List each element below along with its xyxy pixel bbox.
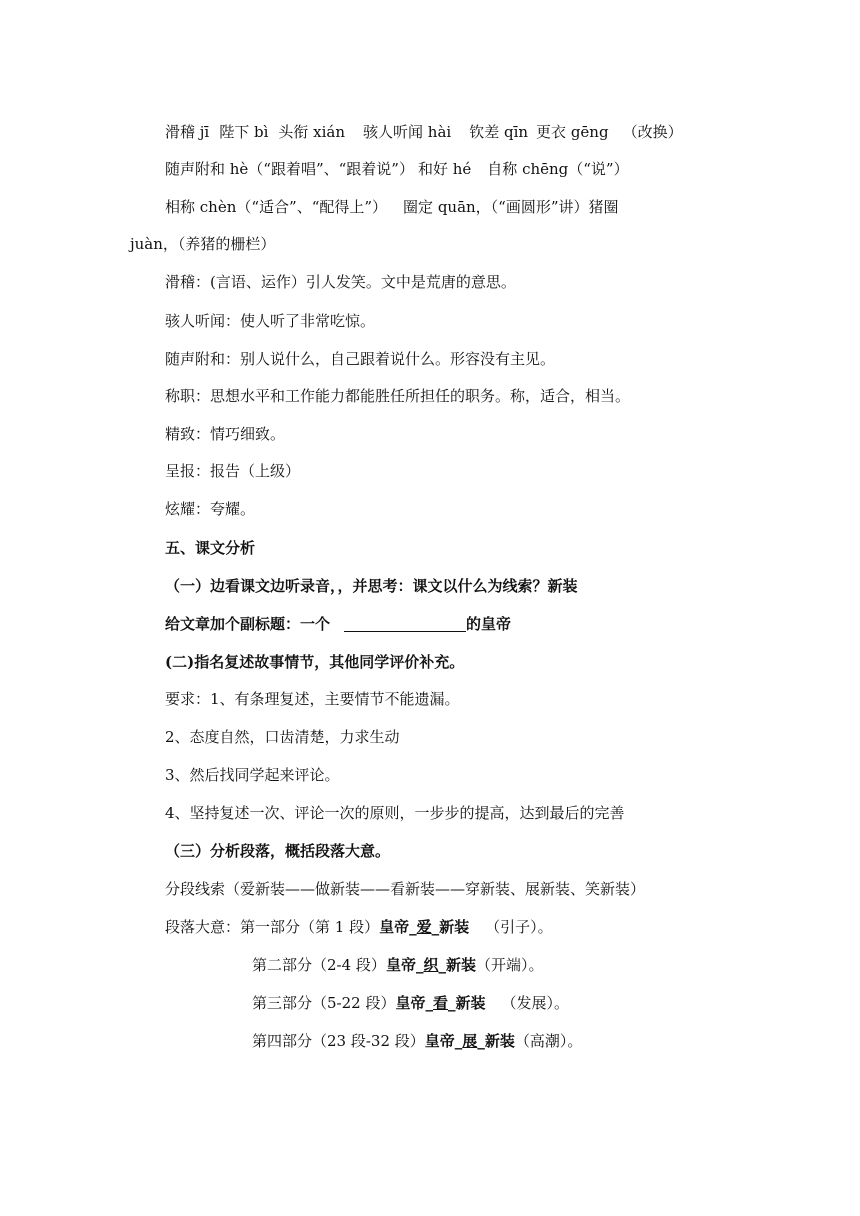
pronunciation-line-4: juàn，（养猪的栅栏） <box>130 235 276 253</box>
part-summary: 第二部分（2-4 段）皇帝_织_新装（开端）。 <box>252 956 544 974</box>
part-note: （高潮）。 <box>514 1032 583 1050</box>
part-subject: 皇帝 <box>395 994 426 1012</box>
word-pron: 自称 chēng（“说”） <box>487 160 629 178</box>
definition-line: 精致：情巧细致。 <box>165 425 286 443</box>
definition-line: 随声附和：别人说什么，自己跟着说什么。形容没有主见。 <box>165 350 556 368</box>
word-pron: 滑稽 jī <box>165 123 210 141</box>
word-pron: 头衔 xián <box>278 123 346 141</box>
part-note: （开端）。 <box>475 956 544 974</box>
word-pron: （改换） <box>622 123 683 141</box>
fill-in-blank <box>344 615 466 632</box>
word-pron: 相称 chèn（“适合”、“配得上”） <box>165 198 388 216</box>
part-prefix: 第四部分（23 段-32 段） <box>252 1032 425 1050</box>
definition-line: 骇人听闻：使人听了非常吃惊。 <box>165 312 376 330</box>
word-pron: 骇人听闻 hài <box>363 123 452 141</box>
part-object: 新装 <box>439 918 470 936</box>
word-pron: 和好 hé <box>417 160 472 178</box>
division-clue: 分段线索（爱新装——做新装——看新装——穿新装、展新装、笑新装） <box>165 880 646 898</box>
subtitle-suffix: 的皇帝 <box>466 615 512 633</box>
part-verb: 爱 <box>416 918 432 936</box>
part-verb: 织 <box>423 956 439 974</box>
subtitle-prompt <box>165 614 511 634</box>
part-summary: 第四部分（23 段-32 段）皇帝_展_新装（高潮）。 <box>252 1032 583 1050</box>
question-3: （三）分析段落，概括段落大意。 <box>165 842 391 860</box>
word-pron: 钦差 qīn <box>469 123 529 141</box>
part-summary: 段落大意：第一部分（第 1 段）皇帝_爱_新装 （引子）。 <box>165 918 553 936</box>
pronunciation-line-2 <box>165 159 629 179</box>
word-pron: 圈定 quān，（“画圆形”讲）猪圈 <box>403 198 619 216</box>
part-note: （引子）。 <box>485 918 553 936</box>
definition-line: 呈报：报告（上级） <box>165 462 301 480</box>
requirement-line: 4、坚持复述一次、评论一次的原则，一步步的提高，达到最后的完善 <box>165 804 625 822</box>
part-verb: 展 <box>462 1032 478 1050</box>
part-object: 新装 <box>484 1032 515 1050</box>
word-pron: 陛下 bì <box>219 123 269 141</box>
part-summary: 第三部分（5-22 段）皇帝_看_新装 （发展）。 <box>252 994 570 1012</box>
part-subject: 皇帝 <box>385 956 416 974</box>
part-prefix: 第二部分（2-4 段） <box>252 956 386 974</box>
part-object: 新装 <box>445 956 476 974</box>
part-subject: 皇帝 <box>424 1032 455 1050</box>
part-prefix: 第三部分（5-22 段） <box>252 994 396 1012</box>
section-heading: 五、课文分析 <box>165 539 256 557</box>
part-prefix: 段落大意：第一部分（第 1 段） <box>165 918 380 936</box>
requirement-line: 要求：1、有条理复述，主要情节不能遗漏。 <box>165 690 460 708</box>
pronunciation-line-3 <box>165 197 619 217</box>
question-1: （一）边看课文边听录音，，并思考：课文以什么为线索？新装 <box>165 577 578 595</box>
word-pron: 随声附和 hè（“跟着唱”、“跟着说”） <box>165 160 414 178</box>
requirement-line: 3、然后找同学起来评论。 <box>165 766 340 784</box>
part-subject: 皇帝 <box>379 918 410 936</box>
definition-line: 称职：思想水平和工作能力都能胜任所担任的职务。称，适合，相当。 <box>165 387 631 405</box>
part-verb: 看 <box>432 994 448 1012</box>
part-object: 新装 <box>455 994 486 1012</box>
subtitle-prefix: 给文章加个副标题：一个 <box>165 615 331 633</box>
pronunciation-line-1 <box>165 122 683 142</box>
definition-line: 炫耀：夸耀。 <box>165 500 256 518</box>
question-2: (二)指名复述故事情节，其他同学评价补充。 <box>165 653 465 671</box>
part-note: （发展）。 <box>501 994 570 1012</box>
requirement-line: 2、态度自然，口齿清楚，力求生动 <box>165 728 400 746</box>
word-pron: 更衣 gēng <box>536 123 609 141</box>
definition-line: 滑稽：(言语、运作）引人发笑。文中是荒唐的意思。 <box>165 273 516 291</box>
